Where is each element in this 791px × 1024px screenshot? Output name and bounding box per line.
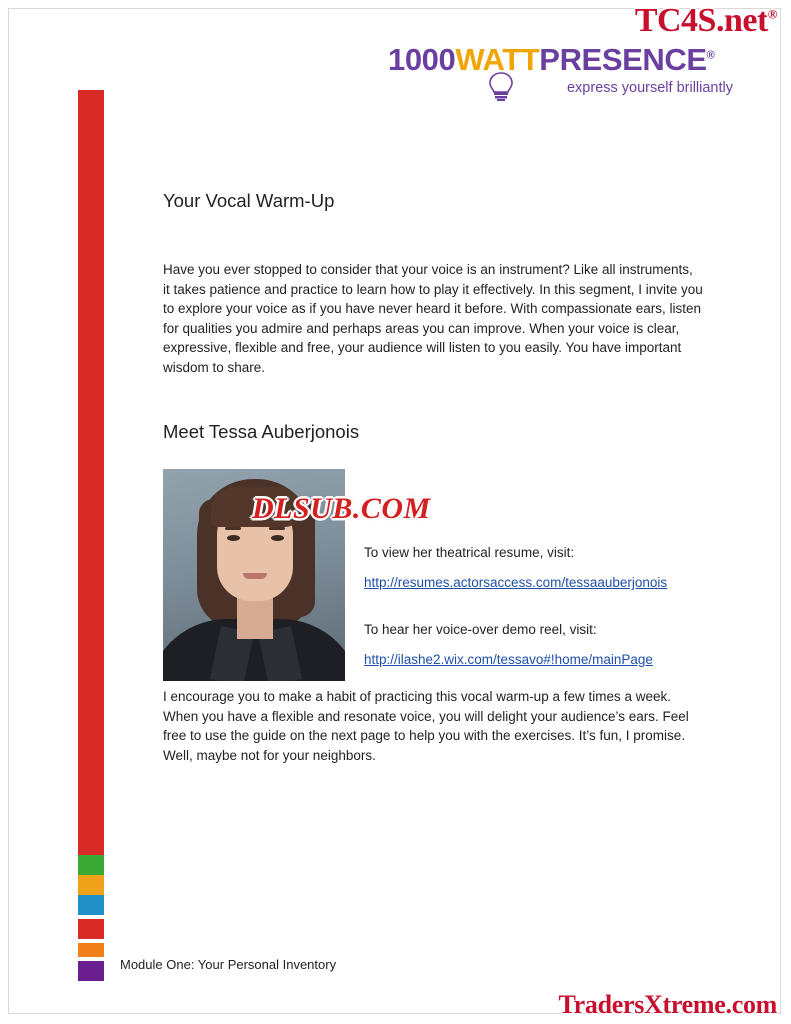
watermark-top-registered: ® [767, 6, 777, 22]
sidebar-segment-green [78, 855, 104, 875]
logo-part-1000: 1000 [388, 42, 456, 77]
demo-reel-link[interactable]: http://ilashe2.wix.com/tessavo#!home/mainPage [364, 652, 653, 667]
sidebar-segment-purple [78, 961, 104, 981]
profile-block [163, 469, 703, 687]
section-heading-meet-tessa: Meet Tessa Auberjonois [163, 421, 360, 442]
sidebar-segment-red-lower [78, 919, 104, 939]
intro-paragraph: Have you ever stopped to consider that your voice is an instrument? Like all instruments, it takes patience and practice to learn how to play it effectively. In this segment, I invite you to explore your voice as if you have never heard it before. With compassionate ears, listen for qualities you admire and perhaps areas you can improve. When your voice is clear, expressive, flexible and free, your audience will listen to you easily. You have important wisdom to share. [163, 262, 703, 375]
watermark-top-right [635, 2, 777, 40]
sidebar-segment-blue [78, 895, 104, 915]
logo-part-presence: PRESENCE [539, 42, 707, 77]
lightbulb-icon [484, 71, 518, 101]
page-title: Your Vocal Warm-Up [163, 190, 335, 211]
color-sidebar [78, 90, 104, 974]
sidebar-segment-red-main [78, 90, 104, 855]
resume-link[interactable]: http://resumes.actorsaccess.com/tessaauberjonois [364, 575, 668, 590]
document-content [163, 190, 703, 765]
brand-logo [388, 42, 733, 104]
resume-label: To view her theatrical resume, visit: [364, 545, 575, 560]
closing-paragraph: I encourage you to make a habit of practicing this vocal warm-up a few times a week. When you have a flexible and resonate voice, you will delight your audience’s ears. Feel free to use the guide on the next page to help you with the exercises. It’s fun, I promise. Well, maybe not for your neighbors. [163, 689, 689, 763]
logo-part-watt: WATT [455, 42, 540, 77]
watermark-photo-overlay: DLSUB.COM [252, 492, 431, 525]
sidebar-segment-orange [78, 875, 104, 895]
logo-tagline: express yourself brilliantly [566, 80, 733, 96]
page-footer: Module One: Your Personal Inventory [120, 957, 337, 972]
watermark-top-text: TC4S.net [634, 2, 768, 39]
watermark-bottom-right: TradersXtreme.com [558, 990, 777, 1019]
logo-wordmark [388, 42, 733, 78]
demo-reel-label: To hear her voice-over demo reel, visit: [364, 622, 597, 637]
sidebar-segment-orange-lower [78, 943, 104, 957]
logo-registered-mark: ® [706, 49, 715, 62]
profile-links [364, 545, 704, 669]
